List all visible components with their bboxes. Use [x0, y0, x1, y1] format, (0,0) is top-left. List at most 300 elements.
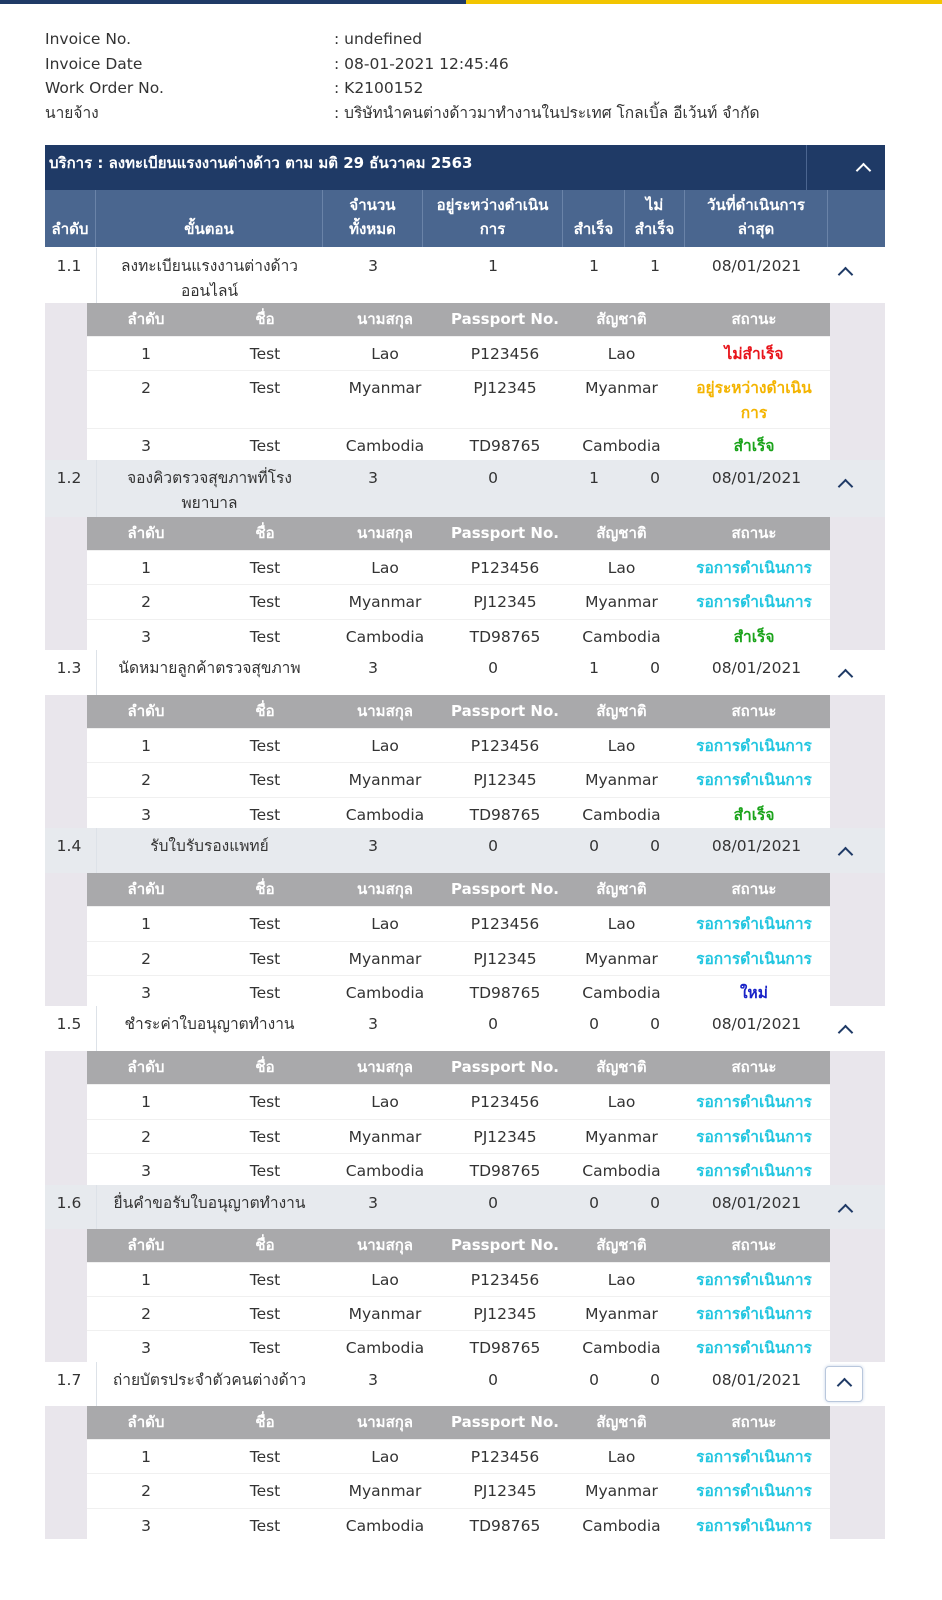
invoice-info	[45, 28, 895, 126]
worker-passport: PJ12345	[473, 379, 537, 398]
step-total: 3	[368, 468, 378, 487]
worker-table-header	[87, 1406, 830, 1439]
col-step: ขั้นตอน	[96, 190, 323, 247]
step-total: 3	[368, 1370, 378, 1389]
step-name	[96, 834, 323, 859]
worker-table-header	[87, 695, 830, 728]
worker-passport: P123456	[470, 345, 540, 363]
step-success: 0	[589, 1370, 599, 1389]
sub-col-name: ชื่อ	[255, 880, 275, 899]
step-name-line: ยื่นคำขอรับใบอนุญาตทำงาน	[113, 1193, 306, 1212]
step-name	[96, 1368, 323, 1393]
worker-status	[678, 912, 830, 937]
worker-nationality: Cambodia	[582, 1162, 661, 1181]
worker-row	[87, 1508, 830, 1542]
worker-name: Test	[249, 1516, 281, 1535]
worker-passport: PJ12345	[473, 1304, 537, 1323]
worker-surname: Lao	[371, 915, 399, 934]
step-total: 3	[368, 658, 378, 677]
sub-col-nationality: สัญชาติ	[596, 310, 647, 328]
service-title: บริการ : ลงทะเบียนแรงงานต่างด้าว ตาม มติ 29 ธันวาคม 2563	[49, 154, 473, 172]
worker-name: Test	[249, 1162, 281, 1181]
sub-col-surname: นามสกุล	[357, 310, 413, 328]
worker-row	[87, 1439, 830, 1473]
worker-status	[678, 734, 830, 759]
step-name-line: พยาบาล	[181, 493, 238, 512]
worker-passport: P123456	[470, 558, 540, 577]
worker-passport: TD98765	[469, 627, 541, 646]
step-success: 1	[589, 658, 599, 677]
worker-status-line: รอการดำเนินการ	[696, 1482, 812, 1501]
col-in-progress: อยู่ระหว่างดำเนิน การ	[423, 190, 563, 247]
step-row[interactable]	[45, 248, 885, 303]
worker-name: Test	[249, 771, 281, 790]
worker-row	[87, 728, 830, 762]
worker-row	[87, 1330, 830, 1364]
worker-surname: Myanmar	[348, 379, 422, 398]
worker-table-header	[87, 1229, 830, 1262]
worker-table	[45, 1406, 885, 1539]
step-name	[96, 466, 323, 516]
worker-table-body	[87, 1406, 830, 1539]
worker-row	[87, 619, 830, 653]
worker-row	[87, 1119, 830, 1153]
worker-status-line: รอการดำเนินการ	[696, 1516, 812, 1535]
worker-surname: Myanmar	[348, 1304, 422, 1323]
top-accent-bar	[0, 0, 942, 4]
worker-row	[87, 1262, 830, 1296]
step-fail: 0	[650, 837, 660, 856]
step-date: 08/01/2021	[711, 1370, 802, 1389]
step-seq: 1.7	[56, 1370, 82, 1389]
worker-passport: PJ12345	[473, 949, 537, 968]
sub-col-nationality: สัญชาติ	[596, 1412, 647, 1431]
sub-col-surname: นามสกุล	[357, 1235, 413, 1254]
step-name	[96, 1012, 323, 1037]
worker-status-line: รอการดำเนินการ	[696, 949, 812, 968]
worker-nationality: Myanmar	[585, 1482, 658, 1501]
sub-col-surname: นามสกุล	[357, 523, 413, 542]
worker-status-line: อยู่ระหว่างดำเนิน	[696, 379, 812, 398]
step-seq: 1.4	[56, 837, 82, 856]
sub-col-surname: นามสกุล	[357, 701, 413, 720]
worker-row	[87, 428, 830, 462]
worker-surname: Lao	[371, 1093, 399, 1112]
worker-seq: 3	[141, 1162, 151, 1181]
worker-seq: 3	[141, 437, 151, 456]
worker-table-body	[87, 517, 830, 650]
worker-table-body	[87, 1229, 830, 1362]
worker-status	[678, 1514, 830, 1539]
worker-passport: P123456	[470, 1093, 540, 1112]
worker-seq: 2	[141, 1304, 151, 1323]
top-accent-yellow	[466, 0, 942, 4]
expand-toggle-button[interactable]	[840, 1024, 851, 1042]
step-total: 3	[368, 1193, 378, 1212]
worker-table-body	[87, 303, 830, 460]
step-fail: 0	[650, 468, 660, 487]
sub-col-name: ชื่อ	[255, 1412, 275, 1431]
worker-status-line: ใหม่	[739, 983, 768, 1002]
worker-seq: 3	[141, 1516, 151, 1535]
sub-col-status: สถานะ	[731, 1235, 777, 1254]
step-name-line: ชำระค่าใบอนุญาตทำงาน	[124, 1015, 295, 1034]
worker-row	[87, 1084, 830, 1118]
worker-passport: PJ12345	[473, 1482, 537, 1501]
step-in-progress: 0	[488, 1193, 498, 1212]
info-row-invoice-date	[45, 53, 895, 78]
steps-table-header	[45, 190, 885, 247]
step-name-line: ลงทะเบียนแรงงานต่างด้าว	[121, 257, 298, 275]
worker-seq: 1	[141, 1093, 151, 1112]
expand-toggle-button[interactable]	[840, 266, 851, 284]
worker-row	[87, 550, 830, 584]
sub-col-nationality: สัญชาติ	[596, 880, 647, 899]
worker-status-line: รอการดำเนินการ	[696, 1270, 812, 1289]
chevron-up-icon	[838, 479, 854, 495]
chevron-up-icon	[838, 669, 854, 685]
worker-status-line: รอการดำเนินการ	[696, 1339, 812, 1358]
sub-col-status: สถานะ	[731, 1412, 777, 1431]
step-in-progress: 0	[488, 1370, 498, 1389]
worker-name: Test	[249, 1447, 281, 1466]
worker-name: Test	[249, 558, 281, 577]
worker-row	[87, 941, 830, 975]
worker-seq: 2	[141, 771, 151, 790]
service-header[interactable]	[45, 145, 885, 190]
step-success: 0	[589, 837, 599, 856]
sub-col-seq: ลำดับ	[127, 1235, 165, 1254]
worker-surname: Cambodia	[345, 805, 425, 824]
expand-toggle-button[interactable]	[840, 478, 851, 496]
step-fail: 0	[650, 1015, 660, 1034]
worker-nationality: Myanmar	[585, 771, 658, 790]
step-seq: 1.5	[56, 1015, 82, 1034]
worker-table-header	[87, 517, 830, 550]
worker-name: Test	[249, 379, 281, 398]
worker-status	[678, 981, 830, 1006]
worker-status-line: รอการดำเนินการ	[696, 1304, 812, 1323]
worker-seq: 3	[141, 983, 151, 1002]
step-in-progress: 0	[488, 837, 498, 856]
worker-status	[678, 1302, 830, 1327]
worker-status-line: สำเร็จ	[733, 805, 775, 824]
worker-row	[87, 584, 830, 618]
step-fail: 1	[650, 257, 660, 275]
worker-passport: TD98765	[469, 1516, 541, 1535]
worker-table-header	[87, 873, 830, 906]
step-row[interactable]	[45, 1006, 885, 1051]
chevron-up-icon	[838, 1203, 854, 1219]
worker-surname: Lao	[371, 345, 399, 363]
worker-status-line: รอการดำเนินการ	[696, 771, 812, 790]
worker-status	[678, 1479, 830, 1504]
worker-table-header	[87, 1051, 830, 1084]
sub-col-passport: Passport No.	[451, 1235, 559, 1254]
worker-passport: TD98765	[469, 437, 541, 456]
worker-status-line: รอการดำเนินการ	[696, 593, 812, 612]
step-fail: 0	[650, 658, 660, 677]
col-fail: ไม่ สำเร็จ	[625, 190, 685, 247]
worker-status-line: รอการดำเนินการ	[696, 558, 812, 577]
sub-col-seq: ลำดับ	[127, 1058, 165, 1077]
sub-col-name: ชื่อ	[255, 523, 275, 542]
info-value: : บริษัทนำคนต่างด้าวมาทำงานในประเทศ โกลเบิ้ล อีเว้นท์ จำกัด	[334, 103, 760, 122]
worker-surname: Myanmar	[348, 1482, 422, 1501]
worker-seq: 3	[141, 627, 151, 646]
worker-nationality: Lao	[607, 915, 636, 934]
step-date: 08/01/2021	[711, 837, 802, 856]
worker-nationality: Cambodia	[582, 627, 661, 646]
worker-name: Test	[249, 1270, 281, 1289]
worker-nationality: Cambodia	[582, 437, 661, 456]
worker-nationality: Lao	[607, 1447, 636, 1466]
worker-status	[678, 1159, 830, 1184]
step-in-progress: 0	[488, 1015, 498, 1034]
worker-table-header	[87, 303, 830, 336]
step-date: 08/01/2021	[711, 257, 802, 275]
worker-passport: TD98765	[469, 1339, 541, 1358]
step-seq: 1.3	[56, 658, 82, 677]
step-seq: 1.6	[56, 1193, 82, 1212]
worker-surname: Lao	[371, 558, 399, 577]
sub-col-nationality: สัญชาติ	[596, 523, 647, 542]
sub-col-name: ชื่อ	[255, 310, 275, 328]
worker-row	[87, 1296, 830, 1330]
worker-passport: PJ12345	[473, 771, 537, 790]
worker-passport: PJ12345	[473, 1127, 537, 1146]
sub-col-status: สถานะ	[731, 1058, 777, 1077]
col-total: จำนวน ทั้งหมด	[323, 190, 423, 247]
worker-name: Test	[249, 1093, 281, 1112]
step-total: 3	[368, 837, 378, 856]
step-in-progress: 0	[488, 658, 498, 677]
worker-surname: Myanmar	[348, 771, 422, 790]
worker-row	[87, 1153, 830, 1187]
worker-surname: Cambodia	[345, 627, 425, 646]
step-name-line: จองคิวตรวจสุขภาพที่โรง	[127, 468, 292, 487]
step-name	[96, 254, 323, 304]
worker-seq: 1	[141, 915, 151, 934]
worker-name: Test	[249, 437, 281, 456]
worker-nationality: Lao	[607, 558, 636, 577]
worker-row	[87, 370, 830, 428]
worker-status	[678, 1445, 830, 1470]
sub-col-status: สถานะ	[731, 701, 777, 720]
worker-nationality: Lao	[607, 1270, 636, 1289]
worker-status-line: รอการดำเนินการ	[696, 1162, 812, 1181]
worker-row	[87, 1473, 830, 1507]
step-total: 3	[368, 257, 378, 275]
sub-col-name: ชื่อ	[255, 1235, 275, 1254]
step-success: 1	[589, 468, 599, 487]
worker-table	[45, 517, 885, 650]
worker-name: Test	[249, 805, 281, 824]
worker-status	[678, 1090, 830, 1115]
worker-status-line: รอการดำเนินการ	[696, 915, 812, 934]
worker-name: Test	[249, 915, 281, 934]
worker-seq: 1	[141, 558, 151, 577]
worker-nationality: Cambodia	[582, 1516, 661, 1535]
step-seq: 1.2	[56, 468, 82, 487]
step-fail: 0	[650, 1370, 660, 1389]
top-accent-navy	[0, 0, 466, 4]
worker-table	[45, 873, 885, 1006]
worker-passport: P123456	[470, 736, 540, 755]
sub-col-passport: Passport No.	[451, 1058, 559, 1077]
worker-status	[678, 768, 830, 793]
worker-passport: P123456	[470, 1270, 540, 1289]
expand-toggle-button[interactable]	[840, 846, 851, 864]
worker-passport: TD98765	[469, 983, 541, 1002]
worker-seq: 2	[141, 1127, 151, 1146]
worker-table	[45, 303, 885, 460]
worker-status-line: การ	[740, 404, 768, 423]
worker-nationality: Cambodia	[582, 1339, 661, 1358]
worker-nationality: Myanmar	[585, 1304, 658, 1323]
worker-nationality: Myanmar	[585, 379, 658, 398]
expand-toggle-button[interactable]	[840, 1203, 851, 1221]
sub-col-seq: ลำดับ	[127, 523, 165, 542]
worker-seq: 2	[141, 949, 151, 968]
worker-passport: P123456	[470, 915, 540, 934]
sub-col-surname: นามสกุล	[357, 1058, 413, 1077]
info-value: : undefined	[334, 30, 423, 48]
worker-nationality: Lao	[607, 1093, 636, 1112]
worker-table	[45, 695, 885, 828]
col-seq: ลำดับ	[45, 190, 96, 247]
step-name	[96, 656, 323, 681]
worker-table-body	[87, 695, 830, 828]
info-label: Work Order No.	[45, 79, 164, 97]
sub-col-seq: ลำดับ	[127, 310, 165, 328]
sub-col-name: ชื่อ	[255, 1058, 275, 1077]
worker-name: Test	[249, 983, 281, 1002]
step-row[interactable]	[45, 1185, 885, 1229]
worker-table	[45, 1229, 885, 1362]
step-in-progress: 0	[488, 468, 498, 487]
sub-col-name: ชื่อ	[255, 701, 275, 720]
step-total: 3	[368, 1015, 378, 1034]
sub-col-status: สถานะ	[731, 310, 777, 328]
worker-nationality: Cambodia	[582, 805, 661, 824]
col-last-date: วันที่ดำเนินการ ล่าสุด	[685, 190, 828, 247]
step-row[interactable]	[45, 650, 885, 695]
worker-status	[678, 947, 830, 972]
worker-table-body	[87, 873, 830, 1006]
info-row-invoice-no	[45, 28, 895, 53]
sub-col-passport: Passport No.	[451, 880, 559, 899]
chevron-up-icon	[838, 267, 854, 283]
worker-name: Test	[249, 593, 281, 612]
worker-status	[678, 342, 830, 367]
worker-name: Test	[249, 627, 281, 646]
worker-nationality: Cambodia	[582, 983, 661, 1002]
col-toggle	[828, 190, 885, 247]
info-label: นายจ้าง	[45, 103, 99, 122]
worker-name: Test	[249, 1127, 281, 1146]
sub-col-passport: Passport No.	[451, 523, 559, 542]
step-in-progress: 1	[488, 257, 498, 275]
step-date: 08/01/2021	[711, 1015, 802, 1034]
worker-table-body	[87, 1051, 830, 1184]
worker-status-line: รอการดำเนินการ	[696, 1447, 812, 1466]
worker-seq: 1	[141, 1270, 151, 1289]
worker-name: Test	[249, 949, 281, 968]
step-date: 08/01/2021	[711, 658, 802, 677]
sub-col-status: สถานะ	[731, 523, 777, 542]
sub-col-surname: นามสกุล	[357, 880, 413, 899]
worker-status-line: ไม่สำเร็จ	[724, 345, 784, 363]
sub-col-seq: ลำดับ	[127, 880, 165, 899]
worker-name: Test	[249, 1482, 281, 1501]
step-row[interactable]	[45, 460, 885, 517]
worker-table	[45, 1051, 885, 1184]
worker-seq: 1	[141, 1447, 151, 1466]
worker-surname: Myanmar	[348, 949, 422, 968]
expand-toggle-button[interactable]	[825, 1366, 863, 1402]
worker-surname: Lao	[371, 736, 399, 755]
worker-name: Test	[249, 736, 281, 755]
worker-name: Test	[249, 1339, 281, 1358]
col-success: สำเร็จ	[563, 190, 625, 247]
worker-status-line: รอการดำเนินการ	[696, 736, 812, 755]
worker-surname: Lao	[371, 1270, 399, 1289]
info-label: Invoice No.	[45, 30, 132, 48]
worker-status	[678, 434, 830, 459]
info-row-work-order	[45, 77, 895, 102]
worker-nationality: Myanmar	[585, 593, 658, 612]
sub-col-seq: ลำดับ	[127, 1412, 165, 1431]
worker-seq: 3	[141, 805, 151, 824]
service-header-divider	[806, 145, 807, 190]
worker-row	[87, 762, 830, 796]
sub-col-nationality: สัญชาติ	[596, 701, 647, 720]
sub-col-status: สถานะ	[731, 880, 777, 899]
worker-surname: Myanmar	[348, 1127, 422, 1146]
worker-surname: Cambodia	[345, 437, 425, 456]
step-name-line: ออนไลน์	[180, 282, 239, 300]
chevron-up-icon	[838, 847, 854, 863]
worker-status	[678, 625, 830, 650]
worker-nationality: Lao	[607, 736, 636, 755]
worker-name: Test	[249, 1304, 281, 1323]
worker-status	[678, 556, 830, 581]
step-seq: 1.1	[56, 257, 82, 275]
step-row[interactable]	[45, 1362, 885, 1406]
worker-status-line: รอการดำเนินการ	[696, 1127, 812, 1146]
worker-nationality: Myanmar	[585, 949, 658, 968]
step-name-line: นัดหมายลูกค้าตรวจสุขภาพ	[118, 658, 301, 677]
step-date: 08/01/2021	[711, 468, 802, 487]
worker-status	[678, 1125, 830, 1150]
step-row[interactable]	[45, 828, 885, 873]
info-value: : 08-01-2021 12:45:46	[334, 54, 509, 73]
worker-seq: 2	[141, 379, 151, 398]
worker-status-line: รอการดำเนินการ	[696, 1093, 812, 1112]
worker-surname: Myanmar	[348, 593, 422, 612]
sub-col-seq: ลำดับ	[127, 701, 165, 720]
sub-col-nationality: สัญชาติ	[596, 1058, 647, 1077]
expand-toggle-button[interactable]	[840, 668, 851, 686]
worker-seq: 3	[141, 1339, 151, 1358]
step-name-line: รับใบรับรองแพทย์	[150, 837, 269, 856]
worker-row	[87, 906, 830, 940]
step-name-line: ถ่ายบัตรประจำตัวคนต่างด้าว	[112, 1370, 307, 1389]
step-date: 08/01/2021	[711, 1193, 802, 1212]
chevron-up-icon[interactable]	[856, 163, 872, 179]
worker-seq: 1	[141, 345, 151, 363]
